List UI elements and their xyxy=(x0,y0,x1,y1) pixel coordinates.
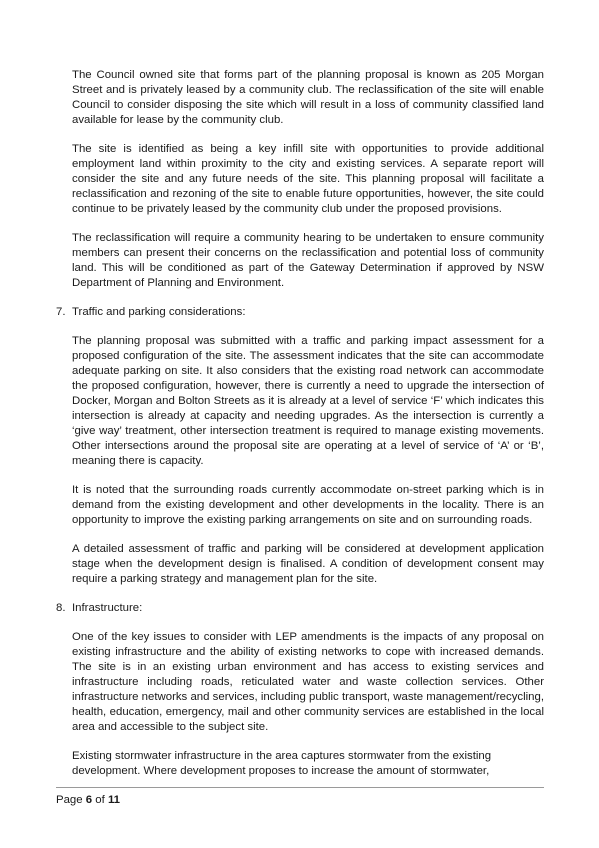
section-heading-infrastructure: Infrastructure: xyxy=(72,601,143,614)
footer-divider xyxy=(56,787,544,788)
section-heading-traffic: Traffic and parking considerations: xyxy=(72,306,246,318)
paragraph-site-lease: The Council owned site that forms part of the planning proposal is known as 205 Morgan Street and is privately leased by a community club. The reclassification of the site will enable Council to consider disposing the site which will result in a loss of community classified land available for lease by the community club. xyxy=(72,69,544,127)
paragraph-stormwater: Existing stormwater infrastructure in the area captures stormwater from the existing development. Where development proposes to increase the amount of stormwater, xyxy=(72,749,492,777)
paragraph-infrastructure-impacts: One of the key issues to consider with LEP amendments is the impacts of any proposal on existing infrastructure and the ability of existing networks to cope with increased demands. The site is in an existing urban environment and has access to existing services and infrastructure including roads, reticulated water and waste collection services. Other infrastructure networks and services, including public transport, waste management/recycling, health, education, emergency, mail and other community services are established in the local area and accessible to the subject site. xyxy=(72,630,544,734)
list-item-traffic xyxy=(56,305,544,320)
list-number: 7. xyxy=(56,306,66,318)
page-label: Page xyxy=(56,794,83,806)
of-label: of xyxy=(95,794,105,806)
paragraph-detailed-assessment: A detailed assessment of traffic and parking will be considered at development application stage when the development design is finalised. A condition of development consent may require a parking strategy and management plan for the site. xyxy=(72,543,544,586)
page-number: 6 xyxy=(85,794,93,806)
total-pages: 11 xyxy=(107,794,121,806)
list-item-infrastructure xyxy=(56,601,544,616)
paragraph-traffic-assessment: The planning proposal was submitted with a traffic and parking impact assessment for a proposed configuration of the site. The assessment indicates that the site can accommodate adequate parking on site. It also considers that the existing road network can accommodate the proposed configuration, however, there is currently a need to upgrade the intersection of Docker, Morgan and Bolton Streets as it is already at a level of service ‘F’ which indicates this intersection is already at capacity and needing upgrades. As the intersection is currently a ‘give way’ treatment, other intersection treatment is required to manage existing movements. Other intersections around the proposal site are operating at a level of service of ‘A’ or ‘B’, meaning there is capacity. xyxy=(72,334,544,468)
page-body xyxy=(56,68,544,793)
paragraph-on-street-parking: It is noted that the surrounding roads currently accommodate on-street parking which is in demand from the existing development and other developments in the locality. There is an opportunity to improve the existing parking arrangements on site and on surrounding roads. xyxy=(72,484,544,527)
paragraph-infill-site: The site is identified as being a key infill site with opportunities to provide additional employment land within proximity to the city and existing services. A separate report will consider the site and any future needs of the site. This planning proposal will facilitate a reclassification and rezoning of the site to enable future opportunities, however, the site could continue to be privately leased by the community club under the proposed provisions. xyxy=(72,142,544,216)
list-number: 8. xyxy=(56,601,66,614)
paragraph-community-hearing: The reclassification will require a community hearing to be undertaken to ensure community members can present their concerns on the reclassification and potential loss of community land. This will be conditioned as part of the Gateway Determination if approved by NSW Department of Planning and Environment. xyxy=(72,232,544,290)
page-footer xyxy=(56,793,120,808)
